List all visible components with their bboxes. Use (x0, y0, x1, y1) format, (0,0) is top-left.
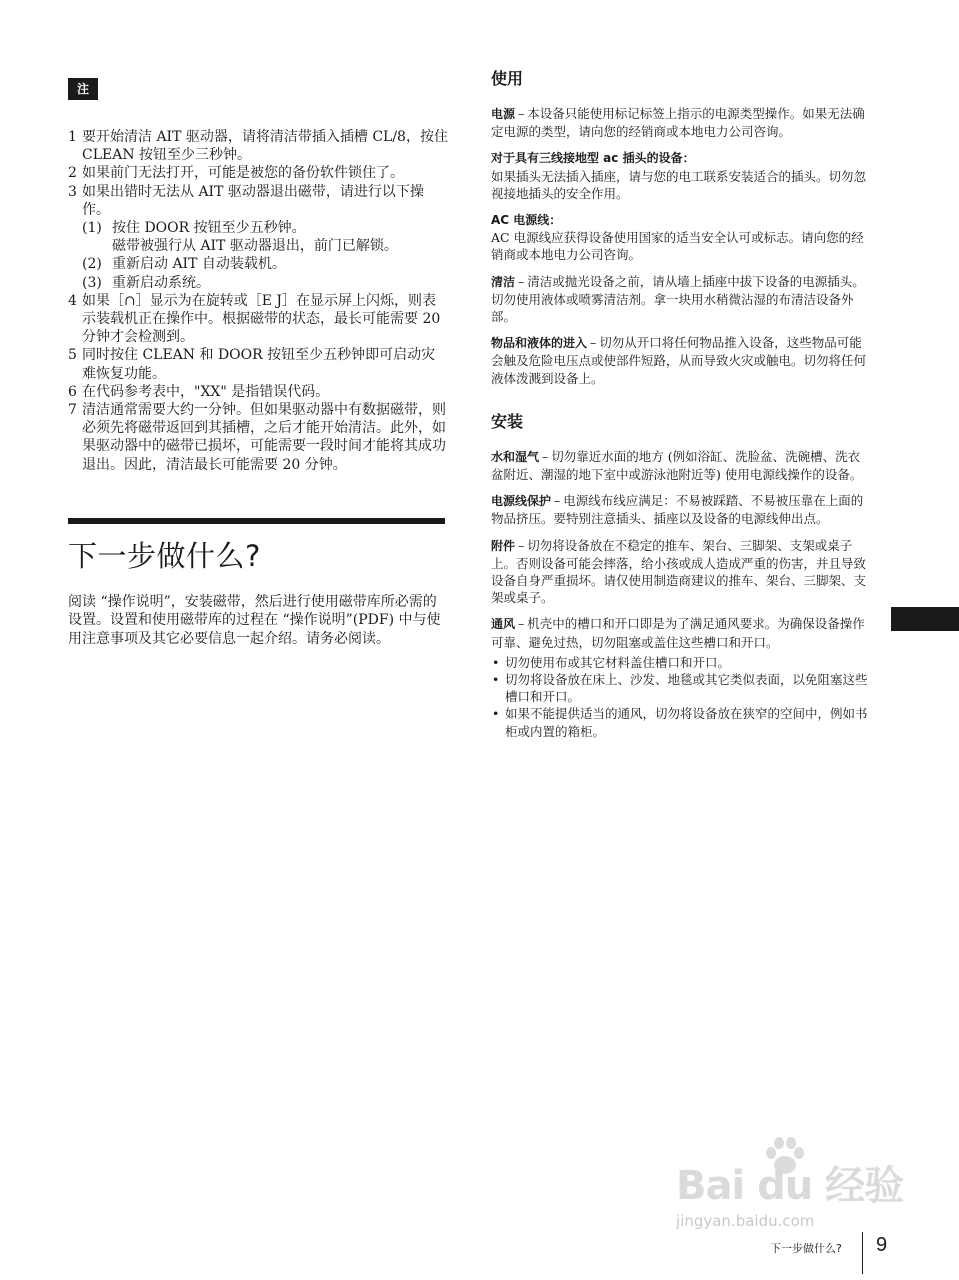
install-paragraph: 附件 – 切勿将设备放在不稳定的推车、架台、三脚架、支架或桌子上。否则设备可能会摔落，给小孩或成人造成严重的伤害，并且导致设备自身严重损坏。请仅使用制造商建议的推车、架台、三脚架、支架或桌子。 (491, 537, 867, 606)
baidu-watermark (676, 1128, 906, 1236)
install-paragraph: 水和湿气 – 切勿靠近水面的地方 (例如浴缸、洗脸盆、洗碗槽、洗衣盆附近、潮湿的地下室中或游泳池附近等) 使用电源线操作的设备。 (491, 448, 863, 483)
bullet-icon: • (492, 706, 500, 722)
substeps-list (82, 219, 448, 292)
page-number: 9 (876, 1234, 888, 1256)
install-heading: 安装 (491, 411, 524, 431)
use-paragraph: 清洁 – 清洁或抛光设备之前，请从墙上插座中拔下设备的电源插头。切勿使用液体或喷雾清洁剂。拿一块用水稍微沾湿的布清洁设备外部。 (491, 273, 865, 325)
note-text: 如果［∩］显示为在旋转或［E J］在显示屏上闪烁，则表示装载机正在操作中。根据磁带的状态，最长可能需要 20 分钟才会检测到。 (82, 292, 441, 346)
note-text: 要开始清洁 AIT 驱动器，请将清洁带插入插槽 CL/8，按住 CLEAN 按钮至少三秒钟。 (82, 129, 448, 164)
bullet-item: • 如果不能提供适当的通风，切勿将设备放在狭窄的空间中，例如书柜或内置的箱柜。 (492, 706, 868, 739)
note-text: 如果出错时无法从 AIT 驱动器退出磁带，请进行以下操作。 (82, 183, 424, 218)
note-item: 6 在代码参考表中，"XX" 是指错误代码。 (68, 383, 330, 400)
note-text: 同时按住 CLEAN 和 DOOR 按钮至少五秒钟即可启动灾难恢复功能。 (82, 347, 436, 382)
use-paragraph: 物品和液体的进入 – 切勿从开口将任何物品推入设备，这些物品可能会触及危险电压点或使部件短路，从而导致火灾或触电。切勿将任何液体泼溅到设备上。 (491, 335, 867, 386)
note-item: 2 如果前门无法打开，可能是被您的备份软件锁住了。 (68, 165, 404, 182)
use-heading: 使用 (491, 69, 524, 88)
note-text: 清洁通常需要大约一分钟。但如果驱动器中有数据磁带，则必须先将磁带返回到其插槽，之后才能开始清洁。此外，如果驱动器中的磁带已损坏，可能需要一段时间才能将其成功退出。因此，清洁最长可能需要 20 分钟。 (82, 402, 446, 473)
note-item: 5 同时按住 CLEAN 和 DOOR 按钮至少五秒钟即可启动灾难恢复功能。 (68, 347, 436, 382)
note-text: 如果前门无法打开，可能是被您的备份软件锁住了。 (82, 165, 404, 182)
bullet-icon: • (492, 672, 500, 688)
substep-item: (3) 重新启动系统。 (82, 274, 210, 291)
footer-divider (862, 1232, 863, 1274)
note-item: 3 如果出错时无法从 AIT 驱动器退出磁带，请进行以下操作。 (1) 按住 DOOR 按钮至少五秒钟。 磁带被强行从 AIT 驱动器退出，前门已解锁。 (2) 重新启动 AIT 自动装载机。 (3) 重新启动系统。 (68, 183, 448, 292)
next-steps-heading: 下一步做什么? (68, 538, 261, 573)
left-column (68, 78, 448, 648)
footer-title: 下一步做什么? (770, 1242, 842, 1255)
note-item: 4 如果［∩］显示为在旋转或［E J］在显示屏上闪烁，则表示装载机正在操作中。根据磁带的状态，最长可能需要 20 分钟才会检测到。 (68, 292, 441, 346)
substep-item: (2) 重新启动 AIT 自动装载机。 (82, 256, 286, 273)
use-paragraph: AC 电源线： AC 电源线应获得设备使用国家的适当安全认可或标志。请向您的经销商或本地电力公司咨询。 (491, 213, 864, 263)
notes-list (68, 128, 448, 474)
substep-item: (1) 按住 DOOR 按钮至少五秒钟。 磁带被强行从 AIT 驱动器退出，前门已解锁。 (82, 219, 448, 255)
watermark-url: jingyan.baidu.com (676, 1212, 815, 1230)
use-paragraph: 电源 – 本设备只能使用标记标签上指示的电源类型操作。如果无法确定电源的类型，请向您的经销商或本地电力公司咨询。 (491, 106, 865, 140)
bullet-icon: • (492, 654, 500, 670)
note-item: 7 清洁通常需要大约一分钟。但如果驱动器中有数据磁带，则必须先将磁带返回到其插槽，之后才能开始清洁。此外，如果驱动器中的磁带已损坏，可能需要一段时间才能将其成功退出。因此，清洁最长可能需要 20 分钟。 (68, 402, 446, 473)
right-column (491, 66, 871, 740)
ventilation-bullets (491, 654, 871, 740)
note-label: 注 (68, 78, 98, 100)
watermark-brand: Bai du 经验 (676, 1163, 904, 1209)
note-item: 1 要开始清洁 AIT 驱动器，请将清洁带插入插槽 CL/8，按住 CLEAN 按钮至少三秒钟。 (68, 129, 448, 164)
bullet-item: • 切勿使用布或其它材料盖住槽口和开口。 (492, 654, 731, 670)
note-text: 在代码参考表中，"XX" 是指错误代码。 (82, 383, 330, 400)
use-paragraph: 对于具有三线接地型 ac 插头的设备： 如果插头无法插入插座，请与您的电工联系安装适合的插头。切勿忽视接地插头的安全作用。 (491, 151, 867, 201)
chapter-tab-marker (891, 607, 959, 631)
install-paragraph: 通风 – 机壳中的槽口和开口即是为了满足通风要求。为确保设备操作可靠、避免过热，切勿阻塞或盖住这些槽口和开口。 (491, 616, 865, 650)
substep-note: 磁带被强行从 AIT 驱动器退出，前门已解锁。 (112, 238, 398, 255)
bullet-item: • 切勿将设备放在床上、沙发、地毯或其它类似表面，以免阻塞这些槽口和开口。 (492, 672, 868, 705)
section-divider (68, 518, 445, 524)
next-steps-body: 阅读 “操作说明”，安装磁带，然后进行使用磁带库所必需的设置。设置和使用磁带库的过程在 “操作说明”(PDF) 中与使用注意事项及其它必要信息一起介绍。请务必阅读。 (68, 593, 441, 647)
install-paragraph: 电源线保护 – 电源线布线应满足：不易被踩踏、不易被压靠在上面的物品挤压。要特别注意插头、插座以及设备的电源线伸出点。 (491, 493, 864, 527)
